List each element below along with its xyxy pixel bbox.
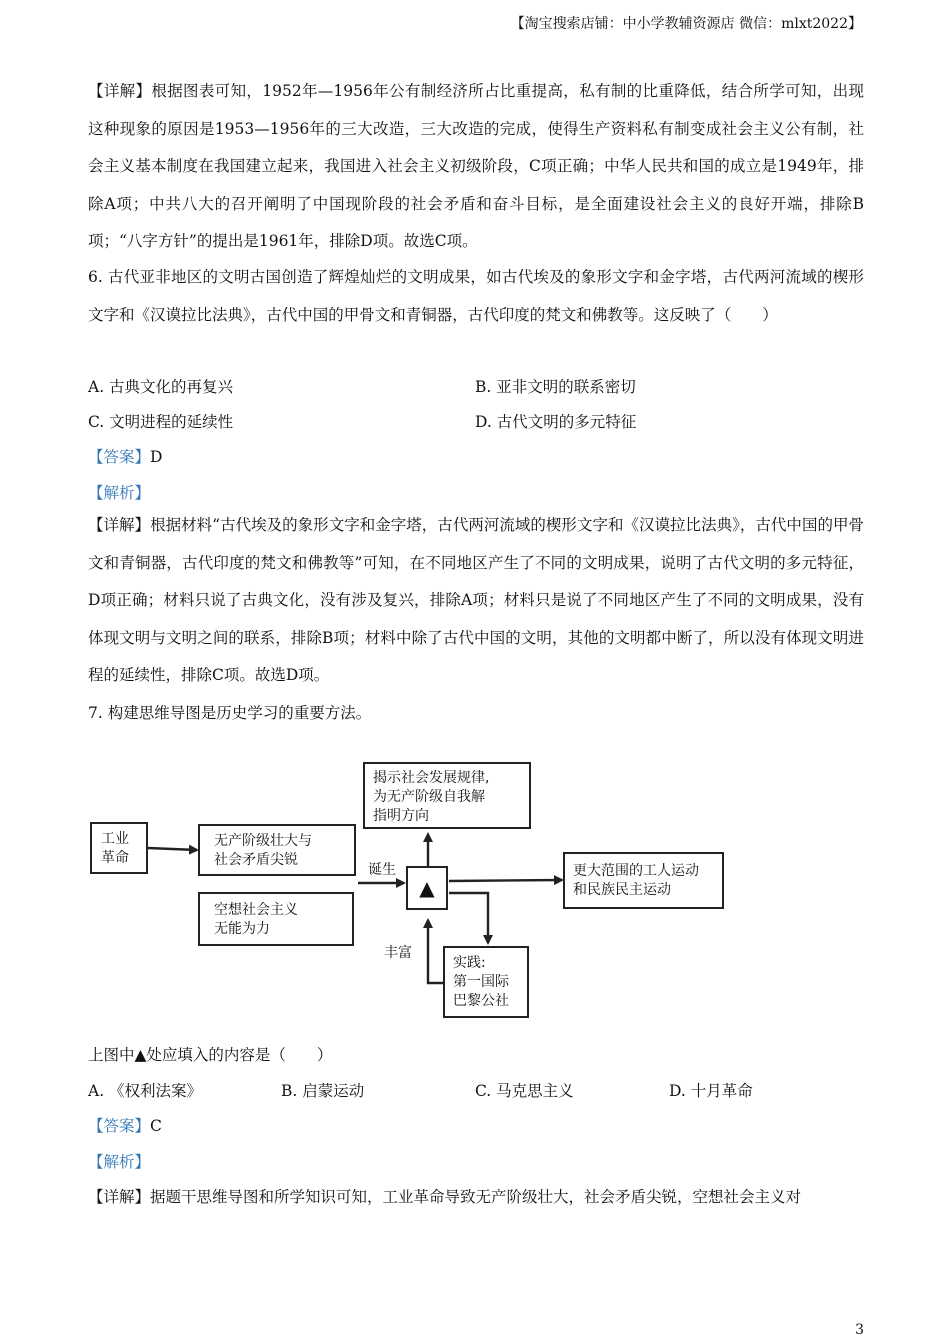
- q7-option-c: C. 马克思主义: [475, 1082, 574, 1100]
- q7-analysis-tag: 【解析】: [88, 1153, 151, 1171]
- label-enrich: 丰富: [384, 945, 412, 961]
- q6-answer-tag: 【答案】: [88, 448, 151, 466]
- q7-answer-value: C: [150, 1117, 162, 1135]
- q6-analysis-tag: 【解析】: [88, 484, 151, 502]
- q7-option-a: A. 《权利法案》: [88, 1082, 203, 1100]
- q7-answer-tag: 【答案】: [88, 1117, 151, 1135]
- q6-answer: [88, 445, 162, 467]
- box-wider-movements: 更大范围的工人运动 和民族民主运动: [563, 852, 724, 909]
- box-utopian-socialism: 空想社会主义 无能为力: [198, 892, 354, 946]
- q6-option-d: D. 古代文明的多元特征: [475, 413, 637, 431]
- q5-detail-text: 根据图表可知，1952年—1956年公有制经济所占比重提高，私有制的比重降低，结合所学可知，出现这种现象的原因是1953—1956年的三大改造，三大改造的完成，使得生产资料私有制变成社会主义公有制，社会主义基本制度在我国建立起来，我国进入社会主义初级阶段，C项正确；中华人民共和国的成立是1949年，排除A项；中共八大的召开阐明了中国现阶段的社会矛盾和奋斗目标，是全面建设社会主义的良好开端，排除B项；“八字方针”的提出是1961年，排除D项。故选C项。: [88, 82, 864, 250]
- mind-map-diagram: [88, 755, 748, 1030]
- box-proletariat-growth: 无产阶级壮大与 社会矛盾尖锐: [198, 824, 356, 876]
- box-reveal-laws: 揭示社会发展规律, 为无产阶级自我解 指明方向: [363, 762, 531, 829]
- arrow-industrial-to-proletariat: [148, 848, 197, 850]
- label-birth: 诞生: [368, 862, 396, 878]
- arrow-center-to-practice: [449, 893, 488, 943]
- q7-question: 上图中▲处应填入的内容是（ ）: [88, 1046, 333, 1064]
- page-number: 3: [855, 1322, 864, 1338]
- arrow-practice-to-center: [428, 920, 443, 983]
- arrow-center-to-movement: [449, 880, 562, 881]
- q7-stem: 7. 构建思维导图是历史学习的重要方法。: [88, 704, 372, 722]
- box-industrial-revolution: 工业 革命: [90, 822, 148, 874]
- q6-option-c: C. 文明进程的延续性: [88, 413, 234, 431]
- q6-detail-text: 根据材料“古代埃及的象形文字和金字塔，古代两河流域的楔形文字和《汉谟拉比法典》，古代中国的甲骨文和青铜器，古代印度的梵文和佛教等”可知，在不同地区产生了不同的文明成果，说明了古代文明的多元特征，D项正确；材料只说了古典文化，没有涉及复兴，排除A项；材料只是说了不同地区产生了不同的文明成果，没有体现文明与文明之间的联系，排除B项；材料中除了古代中国的文明，其他的文明都中断了，所以没有体现文明进程的延续性，排除C项。故选D项。: [88, 516, 864, 684]
- q7-answer: [88, 1114, 162, 1136]
- q6-answer-value: D: [150, 448, 163, 466]
- q6-detail-tag: 【详解】: [88, 516, 151, 534]
- box-practice: 实践: 第一国际 巴黎公社: [443, 946, 529, 1018]
- box-center-triangle: ▲: [406, 866, 448, 910]
- page-header: 【淘宝搜索店铺：中小学教辅资源店 微信：mlxt2022】: [510, 16, 862, 32]
- q5-detail-tag: 【详解】: [88, 82, 152, 100]
- q7-option-d: D. 十月革命: [669, 1082, 753, 1100]
- q6-detail: [88, 507, 864, 695]
- q7-option-b: B. 启蒙运动: [281, 1082, 365, 1100]
- q7-detail-text: 据题干思维导图和所学知识可知，工业革命导致无产阶级壮大，社会矛盾尖锐，空想社会主义对: [150, 1188, 802, 1206]
- q7-detail-tag: 【详解】: [88, 1188, 151, 1206]
- q6-option-b: B. 亚非文明的联系密切: [475, 378, 636, 396]
- q6-stem: 6. 古代亚非地区的文明古国创造了辉煌灿烂的文明成果，如古代埃及的象形文字和金字塔，古代两河流域的楔形文字和《汉谟拉比法典》，古代中国的甲骨文和青铜器，古代印度的梵文和佛教等。这反映了（ ）: [88, 268, 864, 324]
- q5-detail: [88, 73, 864, 261]
- q7-detail: [88, 1185, 801, 1207]
- q6-option-a: A. 古典文化的再复兴: [88, 378, 234, 396]
